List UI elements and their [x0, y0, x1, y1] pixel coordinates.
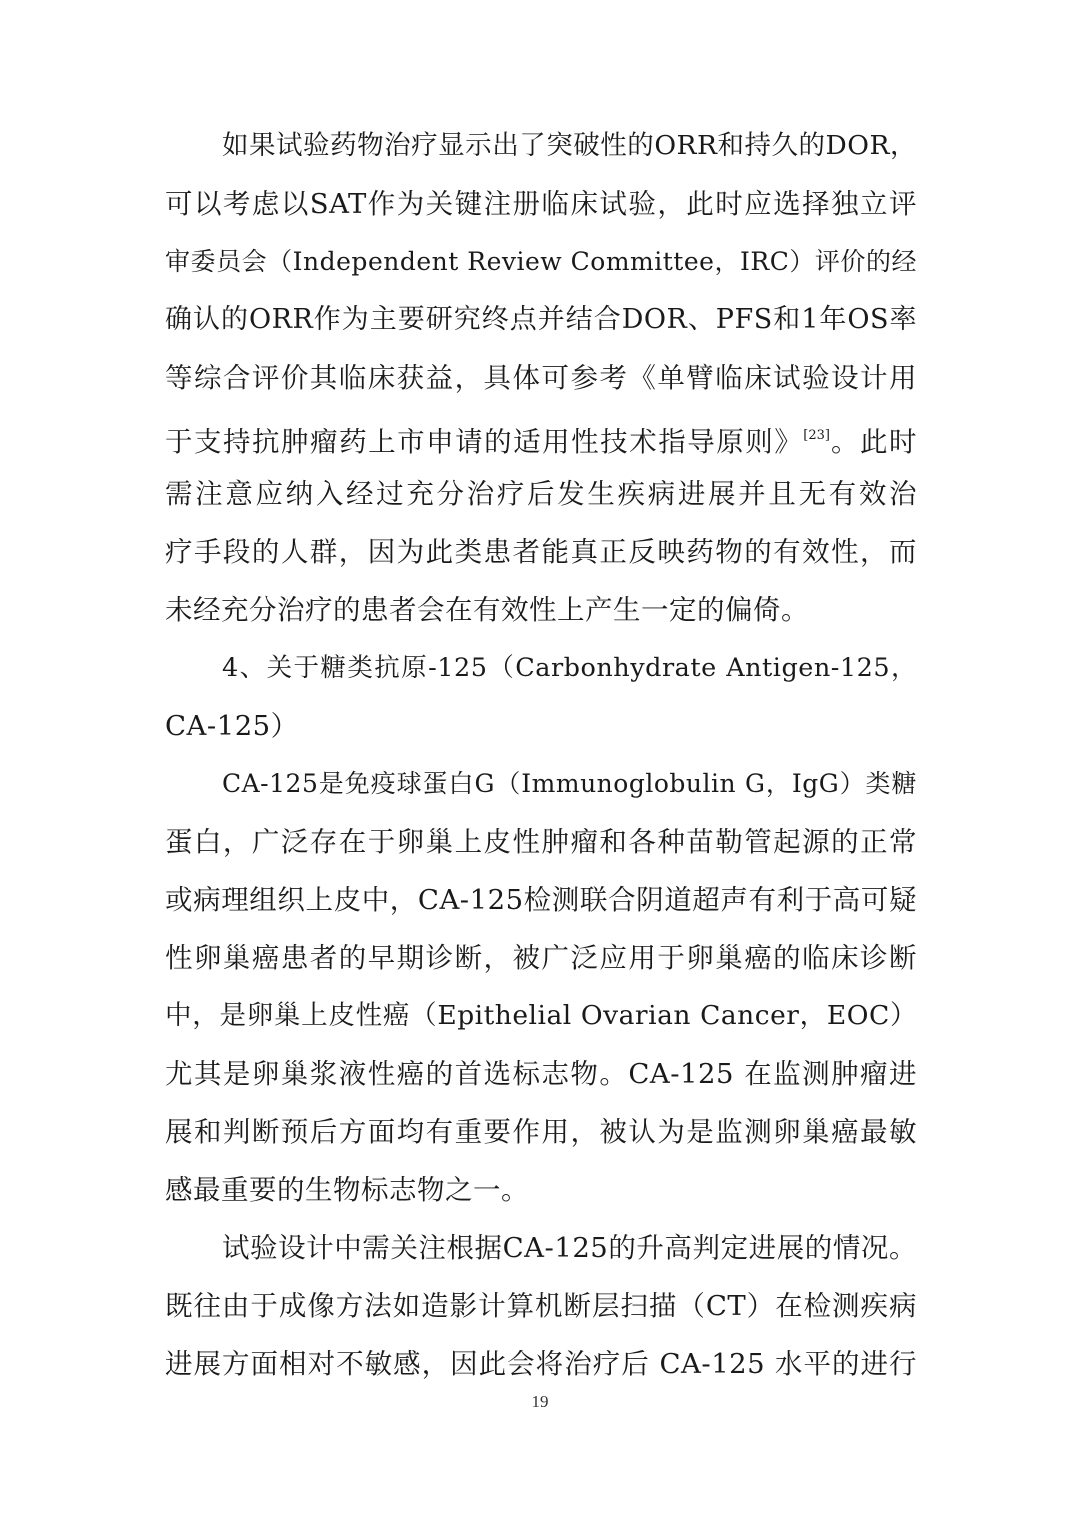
section-heading-line: 4、关于糖类抗原-125（Carbonhydrate Antigen-125， — [222, 653, 917, 683]
body-text-line: 蛋白，广泛存在于卵巢上皮性肿瘤和各种苗勒管起源的正常 — [165, 826, 917, 858]
body-text-line: 等综合评价其临床获益，具体可参考《单臂临床试验设计用 — [165, 362, 917, 394]
body-text-line: 审委员会（Independent Review Committee，IRC）评价的经 — [165, 247, 917, 276]
body-text-line: 既往由于成像方法如造影计算机断层扫描（CT）在检测疾病 — [165, 1290, 917, 1322]
body-text-line: 感最重要的生物标志物之一。 — [165, 1174, 529, 1206]
citation-mark: [23] — [803, 428, 830, 443]
page-number: 19 — [531, 1392, 549, 1411]
body-text-segment: 。此时 — [829, 426, 918, 458]
body-text-line: 如果试验药物治疗显示出了突破性的ORR和持久的DOR， — [222, 130, 917, 161]
body-text-line: 中，是卵巢上皮性癌（Epithelial Ovarian Cancer，EOC） — [165, 1000, 917, 1031]
body-text-segment: 于支持抗肿瘤药上市申请的适用性技术指导原则》 — [165, 426, 804, 458]
body-text-line: 可以考虑以SAT作为关键注册临床试验，此时应选择独立评 — [165, 188, 917, 220]
body-text-line: CA-125是免疫球蛋白G（Immunoglobulin G，IgG）类糖 — [222, 769, 917, 798]
section-heading-line: CA-125） — [165, 710, 299, 742]
body-text-line: 尤其是卵巢浆液性癌的首选标志物。CA-125 在监测肿瘤进 — [165, 1058, 917, 1090]
body-text-line: 进展方面相对不敏感，因此会将治疗后 CA-125 水平的进行 — [165, 1348, 917, 1380]
body-text-line: 性卵巢癌患者的早期诊断，被广泛应用于卵巢癌的临床诊断 — [165, 942, 917, 974]
body-text-line: 需注意应纳入经过充分治疗后发生疾病进展并且无有效治 — [165, 478, 917, 510]
body-text-line: 确认的ORR作为主要研究终点并结合DOR、PFS和1年OS率 — [165, 304, 917, 335]
body-text-line: 试验设计中需关注根据CA-125的升高判定进展的情况。 — [222, 1232, 917, 1264]
body-text-line: 未经充分治疗的患者会在有效性上产生一定的偏倚。 — [165, 594, 809, 626]
body-text-line: 疗手段的人群，因为此类患者能真正反映药物的有效性，而 — [165, 536, 917, 568]
body-text-line: 展和判断预后方面均有重要作用，被认为是监测卵巢癌最敏 — [165, 1116, 917, 1148]
body-text-line: 或病理组织上皮中，CA-125检测联合阴道超声有利于高可疑 — [165, 884, 917, 916]
body-text-line-with-citation — [165, 416, 917, 456]
